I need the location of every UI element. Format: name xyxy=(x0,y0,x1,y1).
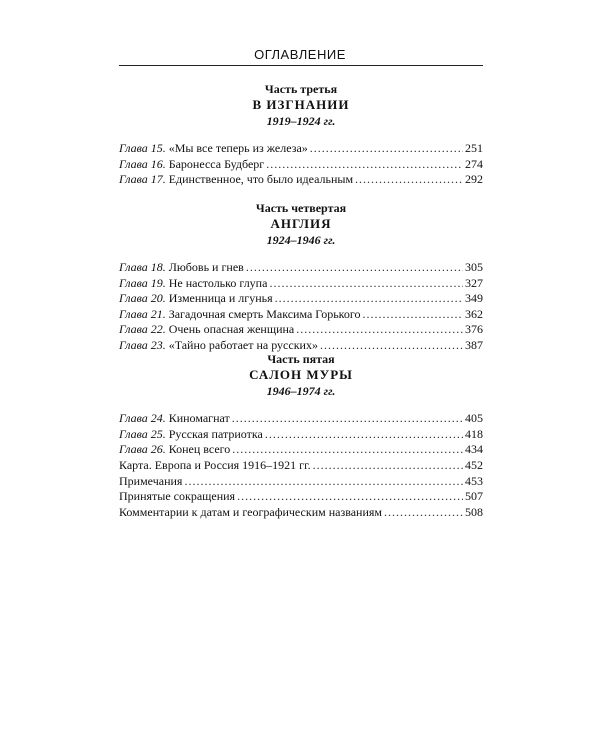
toc-entry[interactable] xyxy=(119,442,483,458)
chapter-number: Глава 21. xyxy=(119,306,166,321)
chapter-title: «Тайно работает на русских» xyxy=(168,337,318,352)
page-number: 362 xyxy=(465,306,483,321)
page-number: 405 xyxy=(465,411,483,425)
leader-dots xyxy=(320,338,463,354)
part-years: 1946–1974 гг. xyxy=(266,384,336,398)
chapter-number: Глава 26. xyxy=(119,442,166,456)
leader-dots xyxy=(310,141,463,157)
toc-entries xyxy=(119,260,483,353)
chapter-title: Конец всего xyxy=(168,442,231,456)
toc-entry[interactable] xyxy=(119,141,483,157)
toc-entry[interactable] xyxy=(119,322,483,338)
page-number: 387 xyxy=(465,337,483,352)
toc-entry[interactable] xyxy=(119,307,483,323)
leader-dots xyxy=(237,489,463,505)
leader-dots xyxy=(363,307,463,323)
header-rule xyxy=(119,65,483,66)
leader-dots xyxy=(296,322,463,338)
page-header-title: ОГЛАВЛЕНИЕ xyxy=(254,47,346,62)
part-title: В ИЗГНАНИИ xyxy=(252,97,350,112)
page-number: 453 xyxy=(465,473,483,488)
page-number: 452 xyxy=(465,458,483,472)
toc-entry[interactable] xyxy=(119,157,483,173)
chapter-title: Загадочная смерть Максима Горького xyxy=(168,306,361,321)
page-number: 418 xyxy=(465,426,483,441)
toc-entry[interactable] xyxy=(119,489,483,505)
toc-entries xyxy=(119,141,483,188)
toc-part-3 xyxy=(119,82,483,188)
chapter-title: Киномагнат xyxy=(168,411,230,425)
chapter-number: Глава 20. xyxy=(119,291,166,305)
toc-entry[interactable] xyxy=(119,291,483,307)
part-label: Часть четвертая xyxy=(255,201,347,215)
chapter-number: Глава 23. xyxy=(119,337,166,352)
leader-dots xyxy=(246,260,463,276)
chapter-title: Единственное, что было идеальным xyxy=(168,172,354,186)
page-number: 305 xyxy=(465,260,483,274)
appendix-title: Комментарии к датам и географическим названиям xyxy=(119,504,383,519)
chapter-title: Баронесса Будберг xyxy=(168,156,265,171)
page-number: 376 xyxy=(465,322,483,336)
toc-entry[interactable] xyxy=(119,427,483,443)
chapter-title: Любовь и гнев xyxy=(168,260,244,274)
chapter-number: Глава 25. xyxy=(119,426,166,441)
part-years: 1919–1924 гг. xyxy=(266,114,336,128)
toc-entry[interactable] xyxy=(119,474,483,490)
chapter-number: Глава 15. xyxy=(119,141,166,155)
chapter-number: Глава 18. xyxy=(119,260,166,274)
toc-entry[interactable] xyxy=(119,411,483,427)
toc-entries xyxy=(119,458,483,520)
toc-entry[interactable] xyxy=(119,172,483,188)
leader-dots xyxy=(275,291,463,307)
toc-entry[interactable] xyxy=(119,505,483,521)
page-number: 327 xyxy=(465,275,483,290)
page-number: 349 xyxy=(465,291,483,305)
part-title: САЛОН МУРЫ xyxy=(249,367,353,382)
toc-appendix xyxy=(119,458,483,520)
leader-dots xyxy=(266,157,463,173)
appendix-title: Примечания xyxy=(119,473,183,488)
part-years: 1924–1946 гг. xyxy=(266,233,336,247)
page-number: 274 xyxy=(465,156,483,171)
page-number: 292 xyxy=(465,172,483,186)
appendix-title: Принятые сокращения xyxy=(119,489,236,503)
toc-entry[interactable] xyxy=(119,260,483,276)
chapter-number: Глава 17. xyxy=(119,172,166,186)
leader-dots xyxy=(269,276,463,292)
chapter-number: Глава 22. xyxy=(119,322,166,336)
toc-part-4 xyxy=(119,201,483,353)
page-number: 508 xyxy=(465,504,483,519)
chapter-title: Русская патриотка xyxy=(168,426,263,441)
leader-dots xyxy=(232,411,463,427)
leader-dots xyxy=(184,474,463,490)
chapter-number: Глава 16. xyxy=(119,156,166,171)
leader-dots xyxy=(232,442,463,458)
leader-dots xyxy=(313,458,463,474)
chapter-number: Глава 19. xyxy=(119,275,166,290)
part-title: АНГЛИЯ xyxy=(270,216,332,231)
page-number: 434 xyxy=(465,442,483,456)
toc-entry[interactable] xyxy=(119,276,483,292)
part-label: Часть пятая xyxy=(267,352,335,366)
toc-entry[interactable] xyxy=(119,338,483,354)
chapter-title: Не настолько глупа xyxy=(168,275,268,290)
page-number: 507 xyxy=(465,489,483,503)
chapter-title: Изменница и лгунья xyxy=(168,291,273,305)
appendix-title: Карта. Европа и Россия 1916–1921 гг. xyxy=(119,458,311,472)
page-number: 251 xyxy=(465,141,483,155)
leader-dots xyxy=(384,505,463,521)
chapter-title: Очень опасная женщина xyxy=(168,322,295,336)
part-label: Часть третья xyxy=(264,82,338,96)
toc-entry[interactable] xyxy=(119,458,483,474)
toc-part-5 xyxy=(119,352,483,458)
chapter-title: «Мы все теперь из железа» xyxy=(168,141,308,155)
toc-entries xyxy=(119,411,483,458)
leader-dots xyxy=(265,427,463,443)
chapter-number: Глава 24. xyxy=(119,411,166,425)
leader-dots xyxy=(355,172,463,188)
